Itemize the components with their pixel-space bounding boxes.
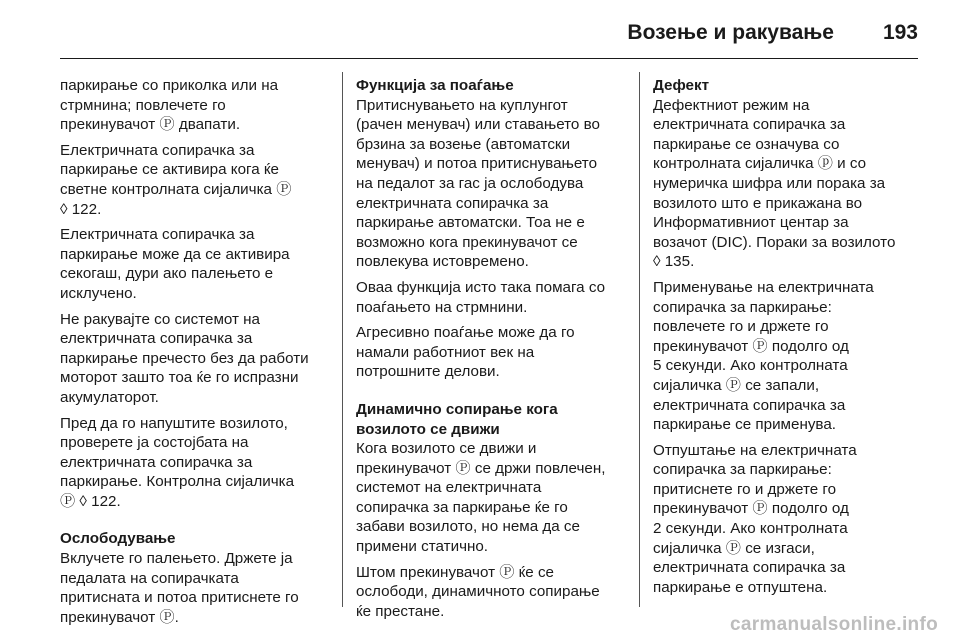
paragraph: Електричната сопирачка за паркирање може да се активира секогаш, дури ако палењето е исклучено. bbox=[60, 226, 290, 302]
paragraph: Отпуштање на електричната сопирачка за паркирање: притиснете го и држете го прекинувачот Ⓟ подолго од 2 секунди. Ако контролната сијаличка Ⓟ се изгаси, електричната сопирачка за паркирање е отпуштена. bbox=[653, 441, 857, 596]
column-right bbox=[653, 76, 921, 603]
paragraph: Вклучете го палењето. Држете ја педалата на сопирачката притисната и потоа притиснете го прекинувачот Ⓟ. bbox=[60, 550, 299, 626]
section-heading-dynamic-braking: Динамично сопирање кога возилото се движи bbox=[356, 400, 558, 438]
section-heading-drive-away: Функција за поаѓање bbox=[356, 77, 514, 94]
column-divider bbox=[342, 72, 343, 607]
paragraph: Пред да го напуштите возилото, проверете ја состојбата на електричната сопирачка за паркирање. Контролна сијаличка Ⓟ ◊ 122. bbox=[60, 414, 295, 510]
section-heading-fault: Дефект bbox=[653, 77, 710, 94]
page-title: Возење и ракување bbox=[627, 21, 834, 44]
paragraph: Електричната сопирачка за паркирање се активира кога ќе светне контролната сијаличка Ⓟ ◊ 122. bbox=[60, 141, 292, 218]
column-left bbox=[60, 76, 328, 633]
section-heading-release: Ослободување bbox=[60, 530, 176, 548]
paragraph: Агресивно поаѓање може да го намали работниот век на потрошните делови. bbox=[356, 324, 575, 381]
page-header bbox=[60, 12, 918, 59]
paragraph: паркирање со приколка или на стрмнина; повлечете го прекинувачот Ⓟ двапати. bbox=[60, 77, 279, 134]
watermark: carmanualsonline.info bbox=[730, 614, 938, 635]
paragraph: Оваа функција исто така помага со поаѓањето на стрмнини. bbox=[356, 278, 606, 316]
paragraph: Кога возилото се движи и прекинувачот Ⓟ се држи повлечен, системот на електричната сопирачка за паркирање ќе го забави возилото, но нема да се примени статично. bbox=[356, 440, 606, 556]
paragraph: Не ракувајте со системот на електричната сопирачка за паркирање пречесто без да работи моторот зашто тоа ќе го испразни акумулаторот. bbox=[60, 310, 309, 406]
paragraph: Притиснувањето на куплунгот (рачен менувач) или ставањето во брзина за возење (автоматски менувач) и потоа притиснувањето на педалот за гас ја ослободува електричната сопирачка за паркирање автоматски. Тоа не е возможно кога прекинувачот се повлекува истовремено. bbox=[356, 96, 600, 271]
paragraph: Дефектниот режим на електричната сопирачка за паркирање се означува со контролната сијаличка ⓟ и со нумеричка шифра или порака за возилото што е прикажана во Информативниот центар за возачот (DIC). Пораки за возилото ◊ 135. bbox=[653, 96, 896, 271]
column-middle bbox=[356, 76, 624, 627]
page-number: 193 bbox=[882, 21, 918, 44]
column-divider bbox=[639, 72, 640, 607]
paragraph: Штом прекинувачот Ⓟ ќе се ослободи, динамичното сопирање ќе престане. bbox=[356, 563, 600, 620]
paragraph: Применување на електричната сопирачка за паркирање: повлечете го и држете го прекинувачот Ⓟ подолго од 5 секунди. Ако контролната сијаличка Ⓟ се запали, електричната сопирачка за паркирање се применува. bbox=[653, 278, 874, 434]
